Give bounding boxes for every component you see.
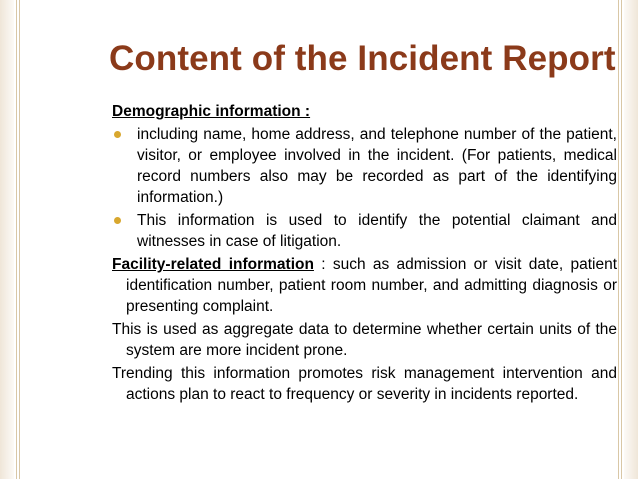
left-border-line: [16, 0, 17, 479]
slide-body: [112, 101, 617, 407]
aggregate-paragraph: [112, 319, 617, 361]
left-border-line: [19, 0, 20, 479]
aggregate-text: This is used as aggregate data to determine whether certain units of the system are more incident prone.: [112, 321, 617, 359]
right-border-band: [624, 0, 638, 479]
facility-text: : such as admission or visit date, patient identification number, patient room number, and admitting diagnosis or presenting complaint.: [126, 256, 618, 315]
trending-paragraph: [112, 363, 617, 405]
bullet-text: including name, home address, and telephone number of the patient, visitor, or employee involved in the incident. (For patients, medical record numbers also may be recorded as part of the identifying information.): [137, 126, 617, 206]
bullet-dot-icon: [114, 217, 121, 224]
bullet-dot-icon: [114, 131, 121, 138]
trending-text: Trending this information promotes risk management intervention and actions plan to react to frequency or severity in incidents reported.: [112, 365, 617, 403]
demographic-heading-text: Demographic information :: [112, 103, 311, 120]
bullet-item: [112, 124, 617, 208]
left-border-band: [0, 0, 14, 479]
bullet-text: This information is used to identify the potential claimant and witnesses in case of litigation.: [137, 212, 617, 250]
slide-title: Content of the Incident Report: [109, 39, 616, 78]
demographic-heading: [112, 101, 617, 122]
right-border-line: [621, 0, 622, 479]
facility-heading: Facility-related information: [112, 256, 314, 273]
bullet-item: [112, 210, 617, 252]
facility-paragraph: [112, 254, 617, 317]
right-border-line: [618, 0, 619, 479]
